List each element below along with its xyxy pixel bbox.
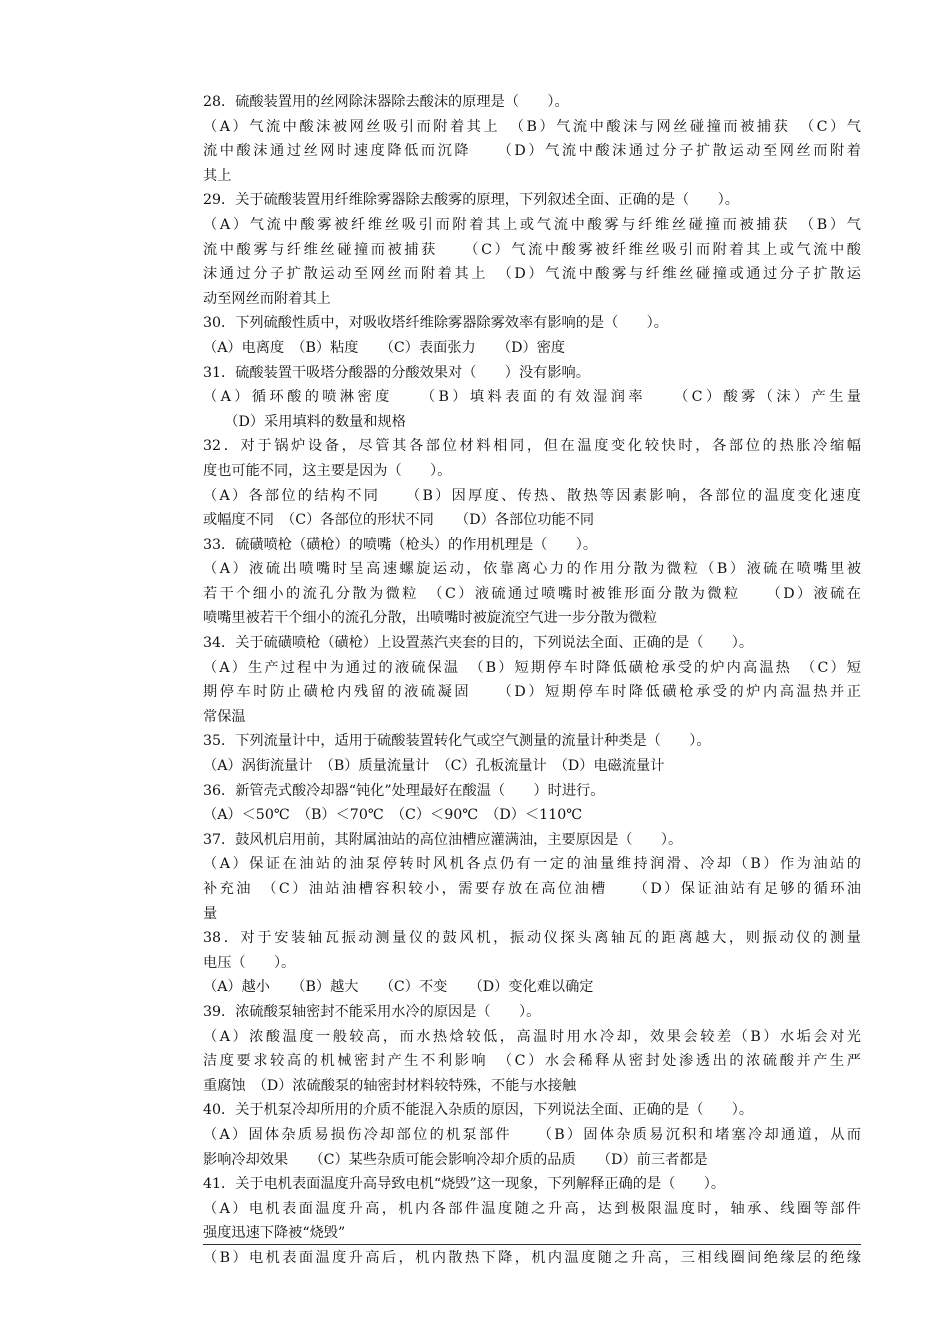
text-line: 40．关于机泵冷却所用的介质不能混入杂质的原因，下列说法全面、正确的是（ ）。 [203,1102,754,1119]
text-line: （A）气流中酸雾被纤维丝吸引而附着其上或气流中酸雾与纤维丝碰撞而被捕获 （B）气 [203,216,861,233]
text-line: 34．关于硫磺喷枪（磺枪）上设置蒸汽夹套的目的，下列说法全面、正确的是（ ）。 [203,635,754,652]
text-line: 常保温 [203,708,246,725]
text-line: 36．新管壳式酸冷却器“钝化”处理最好在酸温（ ）时进行。 [203,782,605,799]
text-line: 度也可能不同，这主要是因为（ ）。 [203,462,452,479]
text-line: （A）液硫出喷嘴时呈高速螺旋运动，依靠离心力的作用分散为微粒（B）液硫在喷嘴里被 [203,561,861,578]
text-line: （A）越小 （B）越大 （C）不变 （D）变化难以确定 [203,979,594,996]
text-line: 洁度要求较高的机械密封产生不利影响 （C）水会稀释从密封处渗透出的浓硫酸并产生严 [203,1053,861,1070]
text-line: 39．浓硫酸泵轴密封不能采用水冷的原因是（ ）。 [203,1003,541,1020]
text-line: （B）电机表面温度升高后，机内散热下降，机内温度随之升高，三相线圈间绝缘层的绝缘 [203,1249,861,1266]
page-content [203,90,861,1271]
text-line: 量 [203,905,218,922]
text-line: （A）电机表面温度升高，机内各部件温度随之升高，达到极限温度时，轴承、线圈等部件 [203,1200,861,1217]
text-line: 若干个细小的流孔分散为微粒 （C）液硫通过喷嘴时被锥形面分散为微粒 （D）液硫在 [203,585,861,602]
text-line: 30．下列硫酸性质中，对吸收塔纤维除雾器除雾效率有影响的是（ ）。 [203,315,668,332]
text-line: 期停车时防止磺枪内残留的液硫凝固 （D）短期停车时降低磺枪承受的炉内高温热并正 [203,684,861,701]
text-line: （A）涡街流量计 （B）质量流量计 （C）孔板流量计 （D）电磁流量计 [203,758,665,775]
text-line: 33．硫磺喷枪（磺枪）的喷嘴（枪头）的作用机理是（ ）。 [203,536,598,553]
text-line: 动至网丝而附着其上 [203,290,331,307]
text-line: 流中酸雾与纤维丝碰撞而被捕获 （C）气流中酸雾被纤维丝吸引而附着其上或气流中酸 [203,241,861,258]
text-line: （A）浓酸温度一般较高，而水热焓较低，高温时用水冷却，效果会较差（B）水垢会对光 [203,1028,861,1045]
text-line: 强度迅速下降被“烧毁” [203,1225,346,1242]
text-line: 29．关于硫酸装置用纤维除雾器除去酸雾的原理，下列叙述全面、正确的是（ ）。 [203,192,739,209]
text-line: （A）气流中酸沫被网丝吸引而附着其上 （B）气流中酸沫与网丝碰撞而被捕获 （C）气 [203,118,861,135]
text-line: 35．下列流量计中，适用于硫酸装置转化气或空气测量的流量计种类是（ ）。 [203,733,711,750]
text-line: 31．硫酸装置干吸塔分酸器的分酸效果对（ ）没有影响。 [203,364,590,381]
text-line: 影响冷却效果 （C）某些杂质可能会影响冷却介质的品质 （D）前三者都是 [203,1151,708,1168]
text-line: 41．关于电机表面温度升高导致电机“烧毁”这一现象，下列解释正确的是（ ）。 [203,1176,726,1193]
text-line: 重腐蚀 （D）浓硫酸泵的轴密封材料较特殊，不能与水接触 [203,1077,577,1094]
text-line: 其上 [203,167,232,184]
text-line: （A）生产过程中为通过的液硫保温 （B）短期停车时降低磺枪承受的炉内高温热 （C）短 [203,659,861,676]
text-line: 37．鼓风机启用前，其附属油站的高位油槽应灌满油，主要原因是（ ）。 [203,831,683,848]
footer-rule [203,1244,861,1245]
text-line: 喷嘴里被若干个细小的流孔分散，出喷嘴时被旋流空气进一步分散为微粒 [203,610,658,627]
text-line: （A）固体杂质易损伤冷却部位的机泵部件 （B）固体杂质易沉积和堵塞冷却通道，从而 [203,1126,861,1143]
text-line: 电压（ ）。 [203,954,296,971]
text-line: 沫通过分子扩散运动至网丝而附着其上 （D）气流中酸雾与纤维丝碰撞或通过分子扩散运 [203,266,861,283]
text-line: 28．硫酸装置用的丝网除沫器除去酸沫的原理是（ ）。 [203,94,569,110]
text-line: （A）保证在油站的油泵停转时风机各点仍有一定的油量维持润滑、冷却（B）作为油站的 [203,856,861,873]
text-line: 补充油 （C）油站油槽容积较小，需要存放在高位油槽 （D）保证油站有足够的循环油 [203,881,861,897]
text-line: （A）＜50℃ （B）＜70℃ （C）＜90℃ （D）＜110℃ [203,807,583,824]
text-line: （D）采用填料的数量和规格 [203,413,406,430]
text-line: （A）循环酸的喷淋密度 （B）填料表面的有效湿润率 （C）酸雾（沫）产生量 [203,389,861,406]
text-line: 或幅度不同 （C）各部位的形状不同 （D）各部位功能不同 [203,512,595,529]
text-line: （A）电离度 （B）粘度 （C）表面张力 （D）密度 [203,339,566,356]
text-line: 38．对于安装轴瓦振动测量仪的鼓风机，振动仪探头离轴瓦的距离越大，则振动仪的测量 [203,930,861,947]
text-line: （A）各部位的结构不同 （B）因厚度、传热、散热等因素影响，各部位的温度变化速度 [203,487,861,504]
text-line: 流中酸沫通过丝网时速度降低而沉降 （D）气流中酸沫通过分子扩散运动至网丝而附着 [203,143,861,160]
text-line: 32．对于锅炉设备，尽管其各部位材料相同，但在温度变化较快时，各部位的热胀冷缩幅 [203,438,861,455]
